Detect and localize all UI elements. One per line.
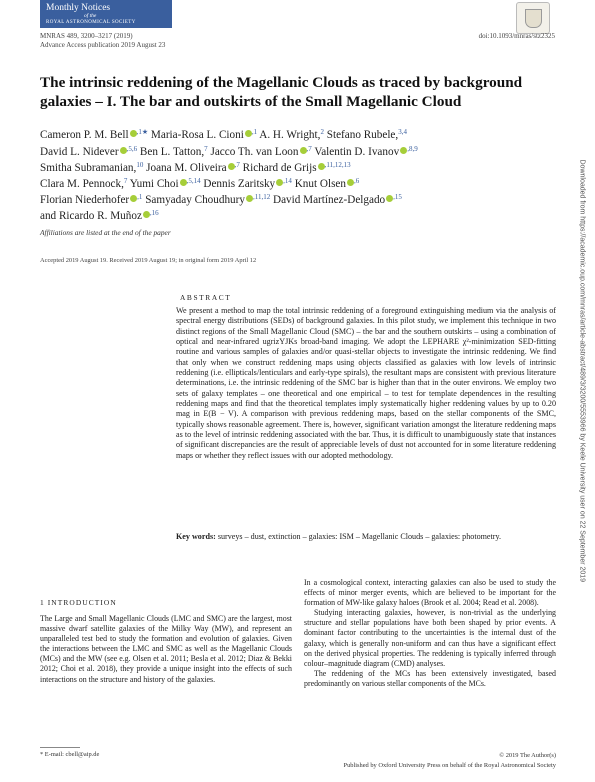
journal-banner <box>40 0 172 28</box>
abstract-heading: ABSTRACT <box>180 293 232 302</box>
accepted-dates: Accepted 2019 August 19. Received 2019 August 19; in original form 2019 April 12 <box>40 257 257 264</box>
copyright: © 2019 The Author(s) <box>499 752 556 759</box>
author-name[interactable]: Stefano Rubele, <box>326 129 399 141</box>
intro-paragraph: The reddening of the MCs has been extensively investigated, based predominantly on various stellar components of the MCs. <box>304 668 556 688</box>
orcid-icon[interactable] <box>246 195 253 202</box>
affiliation-marker[interactable]: 10 <box>136 161 144 169</box>
journal-of: of the <box>84 13 97 19</box>
affiliation-marker[interactable]: ,7 <box>306 145 312 153</box>
author-name[interactable]: Valentin D. Ivanov <box>314 146 400 158</box>
publisher-line: Published by Oxford University Press on behalf of the Royal Astronomical Society <box>343 762 556 769</box>
affiliation-marker[interactable]: 7 <box>204 145 208 153</box>
author-name[interactable]: A. H. Wright, <box>259 129 321 141</box>
download-watermark <box>578 160 586 640</box>
orcid-icon[interactable] <box>300 147 307 154</box>
affiliation-marker[interactable]: ,6 <box>353 177 360 185</box>
orcid-icon[interactable] <box>245 130 252 137</box>
keywords <box>176 532 556 542</box>
society-crest-icon <box>516 2 550 34</box>
orcid-icon[interactable] <box>318 163 325 170</box>
affiliation-marker[interactable]: ,11,12,13 <box>324 161 351 169</box>
author-name[interactable]: Maria-Rosa L. Cioni <box>150 129 244 141</box>
affiliation-marker[interactable]: ,8,9 <box>407 145 418 153</box>
author-line <box>40 142 418 159</box>
affiliation-marker[interactable]: 2 <box>320 128 324 136</box>
author-line <box>40 190 402 207</box>
author-line <box>40 125 407 142</box>
affiliation-marker[interactable]: ,16 <box>149 209 159 217</box>
orcid-icon[interactable] <box>130 130 137 137</box>
author-line <box>40 158 351 175</box>
journal-society: ROYAL ASTRONOMICAL SOCIETY <box>46 20 136 25</box>
affiliation-marker[interactable]: ,1★ <box>136 128 149 136</box>
affiliation-marker[interactable]: 3,4 <box>398 128 407 136</box>
affiliation-marker[interactable]: ,5,6 <box>126 145 138 153</box>
citation: MNRAS 489, 3200–3217 (2019) <box>40 32 133 40</box>
affiliation-marker[interactable]: ,11,12 <box>252 193 271 201</box>
author-name[interactable]: David L. Nidever <box>40 146 119 158</box>
author-name[interactable]: Samyaday Choudhury <box>145 194 245 206</box>
author-name[interactable]: Dennis Zaritsky <box>203 178 276 190</box>
abstract-text: We present a method to map the total intrinsic reddening of a foreground extinguishing medium via the analysis of spectral energy distributions (SEDs) of background galaxies. In this pilot study, we implement this technique in two distinct regions of the Small Magellanic Cloud (SMC) – the bar and the southern outskirts – using a combination of optical and near-infrared ugrizYJKs broad-band imaging. We adopt the LEPHARE χ²-minimization SED-fitting routine and various samples of galaxies and/or quasi-stellar objects to investigate the intrinsic reddening. We find that only when we construct reddening maps using objects classified as galaxies with low levels of intrinsic reddening (i.e. ellipticals/lenticulars and early-type spirals), the resultant maps are consistent with previous literature determinations, i.e. the intrinsic reddening of the SMC bar is higher than that in the outer environs. We employ two sets of galaxy templates – one theoretical and one empirical – to test for template dependences in the resulting reddening maps and find that the theoretical templates imply systematically higher reddening values by up to 0.20 mag in E(B − V). A comparison with previous reddening maps, based on the stellar components of the SMC, typically shows reasonable agreement. There is, however, significant variation amongst the literature reddening maps as to the level of intrinsic reddening associated with the bar. Thus, it is difficult to unambiguously state that instances of significant discrepancies are the result of appreciable levels of dust not accounted for in some literature reddening maps or whether they reflect issues with our adopted methodology. <box>176 306 556 460</box>
intro-paragraph: In a cosmological context, interacting galaxies can also be used to study the effects of minor merger events, which are believed to be important for the formation of MW-like galaxy haloes (Brook et al. 2004; Read et al. 2008). <box>304 578 556 608</box>
author-name[interactable]: Yumi Choi <box>129 178 179 190</box>
affiliation-marker[interactable]: ,5,14 <box>186 177 201 185</box>
keywords-label: Key words: <box>176 532 216 541</box>
doi-link[interactable]: doi:10.1093/mnras/stz2325 <box>478 32 555 40</box>
advance-access: Advance Access publication 2019 August 23 <box>40 41 166 49</box>
footnote-email[interactable]: * E-mail: cbell@aip.de <box>40 751 100 758</box>
orcid-icon[interactable] <box>120 147 127 154</box>
author-line <box>40 174 359 191</box>
footnote-divider <box>40 747 80 748</box>
author-name[interactable]: Ben L. Tatton, <box>139 146 205 158</box>
author-name[interactable]: and Ricardo R. Muñoz <box>40 210 142 222</box>
intro-left-column: The Large and Small Magellanic Clouds (LMC and SMC) are the largest, most massive dwarf satellite galaxies of the Milky Way (MW), and represent an unparalleled test bed to study the formation and evolution of galaxies. Given the interactions between the LMC and SMC as well as the Magellanic Clouds (MCs) and the MW (see e.g. Olsen et al. 2011; Besla et al. 2012; Diaz & Bekki 2012; Choi et al. 2018), they provide a unique insight into the effects of such interactions on the structure and history of the galaxies. <box>40 614 292 684</box>
section-heading: 1 INTRODUCTION <box>40 598 117 607</box>
affiliation-marker[interactable]: ,14 <box>283 177 292 185</box>
affiliation-marker[interactable]: ,1 <box>251 128 258 136</box>
author-line <box>40 206 159 223</box>
author-name[interactable]: Richard de Grijs <box>242 162 317 174</box>
author-name[interactable]: Joana M. Oliveira <box>146 162 227 174</box>
affiliations-note: Affiliations are listed at the end of the paper <box>40 228 171 237</box>
orcid-icon[interactable] <box>228 163 235 170</box>
intro-right-column <box>304 578 556 689</box>
author-name[interactable]: Knut Olsen <box>294 178 346 190</box>
author-name[interactable]: Smitha Subramanian, <box>40 162 137 174</box>
orcid-icon[interactable] <box>180 179 187 186</box>
orcid-icon[interactable] <box>347 179 354 186</box>
affiliation-marker[interactable]: 7 <box>123 177 128 185</box>
journal-name: Monthly Notices <box>46 3 111 13</box>
author-name[interactable]: David Martínez-Delgado <box>273 194 386 206</box>
intro-paragraph: Studying interacting galaxies, however, is non-trivial as the underlying structure and stellar populations have both been shaped by prior events. A dominant factor contributing to the uncertainties is the internal dust of the galaxy, which is generally non-uniform and can thus have a significant effect on the derived physical properties. The reddening is typically inferred through colour–magnitude diagram (CMD) analyses. <box>304 608 556 668</box>
download-watermark-text: Downloaded from https://academic.oup.com/mnras/article-abstract/489/3/3200/5553966 by Keele University user on 22 September 2019 <box>578 159 586 583</box>
author-name[interactable]: Clara M. Pennock, <box>40 178 124 190</box>
paper-title: The intrinsic reddening of the Magellanic Clouds as traced by background galaxies – I. The bar and outskirts of the Small Magellanic Cloud <box>40 74 523 110</box>
affiliation-marker[interactable]: ,1 <box>137 193 143 201</box>
orcid-icon[interactable] <box>143 211 150 218</box>
keywords-text: surveys – dust, extinction – galaxies: ISM – Magellanic Clouds – galaxies: photometry. <box>217 532 501 541</box>
affiliation-marker[interactable]: ,7 <box>234 161 240 169</box>
author-name[interactable]: Florian Niederhofer <box>40 194 130 206</box>
author-name[interactable]: Jacco Th. van Loon <box>210 146 299 158</box>
affiliation-marker[interactable]: ,15 <box>393 193 402 201</box>
author-name[interactable]: Cameron P. M. Bell <box>40 129 129 141</box>
